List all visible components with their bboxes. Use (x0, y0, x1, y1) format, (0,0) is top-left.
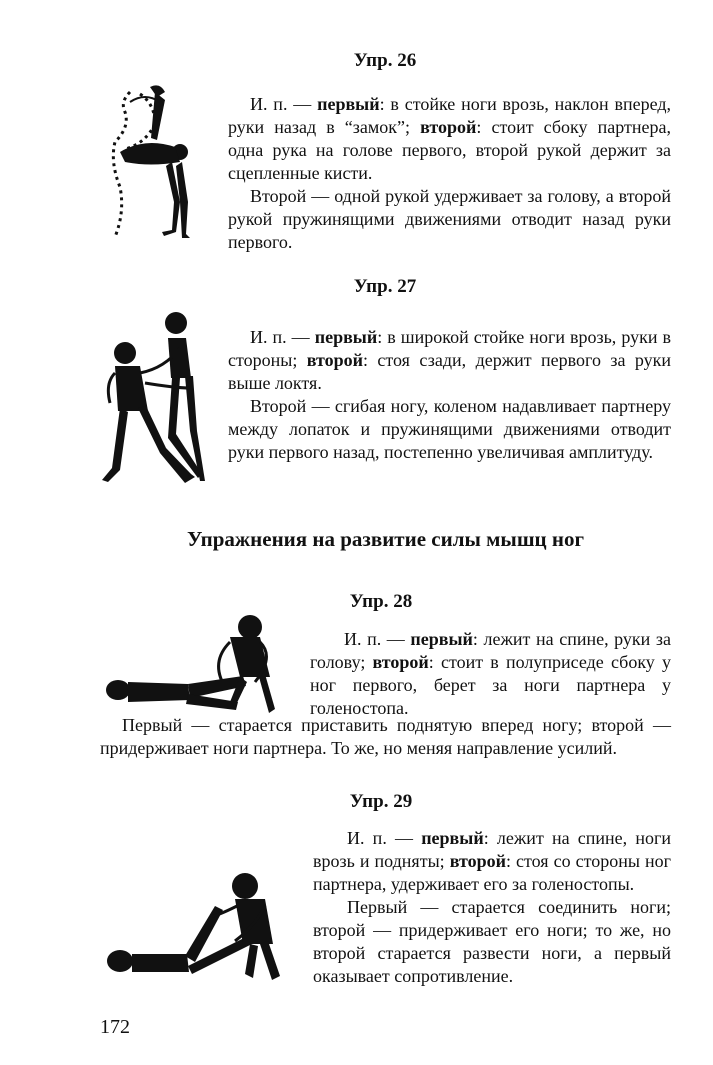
exercise-28-text-initial (310, 628, 671, 720)
exercise-26-text (228, 93, 671, 254)
exercise-29-illustration (100, 866, 300, 991)
exercise-28-action: Первый — старается приставить поднятую вперед ногу; второй — придерживает ноги партнера. То же, но меняя направление усилий. (100, 715, 671, 758)
legs-apart-exercise-figure-icon (100, 866, 300, 991)
exercise-27-title: Упр. 27 (353, 276, 417, 297)
exercise-27-illustration (100, 308, 210, 503)
exercise-29-initial-position: И. п. — первый: лежит на спине, ноги врозь и подняты; второй: стоя со стороны ног партнера, удерживает его за голеностопы. (313, 828, 671, 894)
exercise-28-initial-position: И. п. — первый: лежит на спине, руки за голову; второй: стоит в полуприседе сбоку у ног первого, берет за ноги партнера у голеностопа. (310, 629, 671, 718)
exercise-26-initial-position: И. п. — первый: в стойке ноги врозь, наклон вперед, руки назад в “замок”; второй: стоит сбоку партнера, одна рука на голове первого, второй рукой держит за сцепленные кисти. (228, 94, 671, 183)
exercise-28-illustration (100, 612, 300, 717)
exercise-26-illustration (100, 82, 210, 252)
standing-pair-stretch-figure-icon (100, 308, 210, 503)
lying-leg-exercise-figure-icon (100, 612, 300, 717)
exercise-29-title: Упр. 29 (349, 791, 413, 812)
exercise-29-text (313, 827, 671, 988)
exercise-27-initial-position: И. п. — первый: в широкой стойке ноги врозь, руки в стороны; второй: стоя сзади, держит первого за руки выше локтя. (228, 327, 671, 393)
exercise-28-title: Упр. 28 (349, 591, 413, 612)
exercise-29-action: Первый — старается соединить ноги; второй — придерживает его ноги; то же, но второй старается развести ноги, а первый оказывает сопротивление. (313, 897, 671, 986)
page-number: 172 (100, 1016, 130, 1038)
partners-stretch-figure-icon (100, 82, 210, 252)
section-title: Упражнения на развитие силы мышц ног (186, 527, 585, 551)
exercise-28-text-action (100, 714, 671, 760)
exercise-27-text (228, 326, 671, 464)
exercise-26-title: Упр. 26 (353, 50, 417, 71)
exercise-26-action: Второй — одной рукой удерживает за голову, а второй рукой пружинящими движениями отводит назад руки первого. (228, 186, 671, 252)
exercise-27-action: Второй — сгибая ногу, коленом надавливает партнеру между лопаток и пружинящими движениями отводит руки первого назад, постепенно увеличивая амплитуду. (228, 396, 671, 462)
